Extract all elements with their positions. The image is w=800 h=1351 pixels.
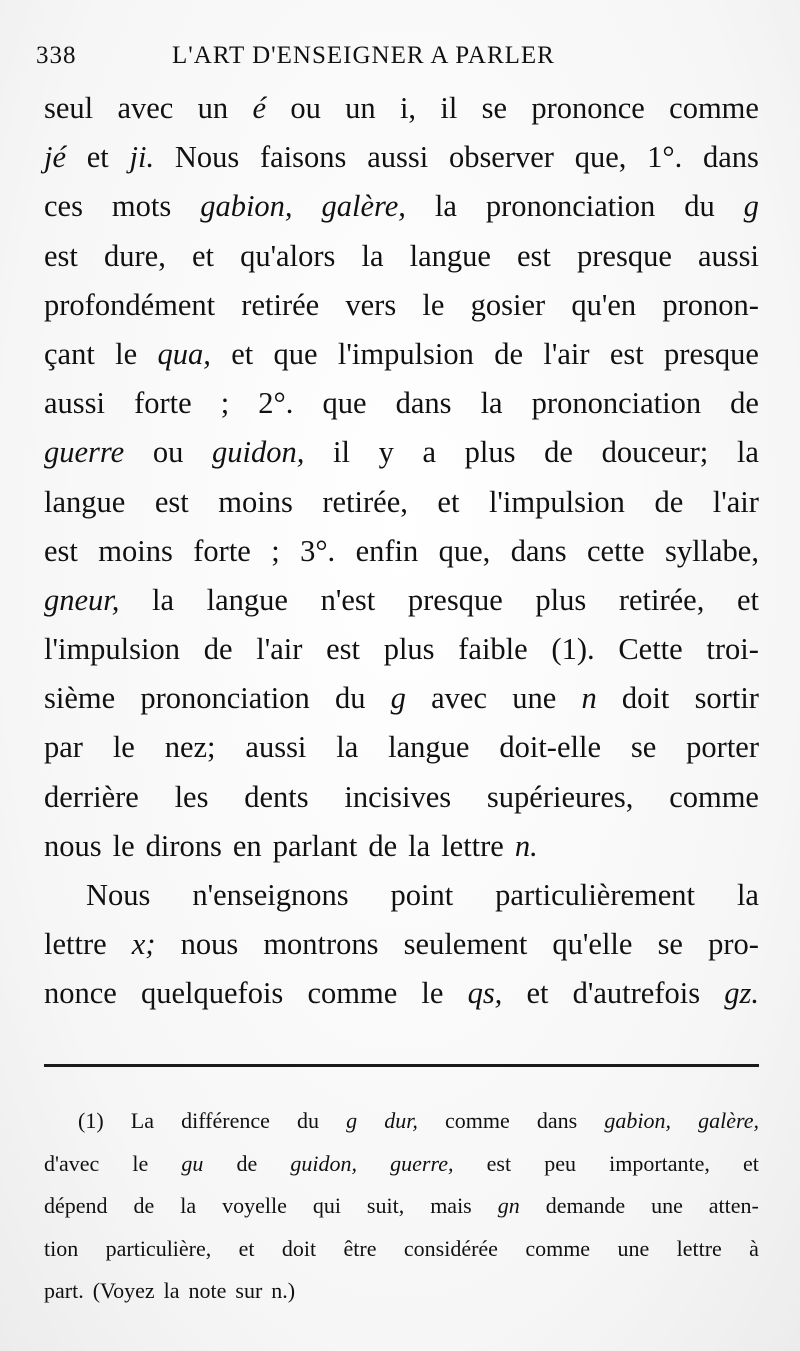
footnote-line: tion particulière, et doit être considérée comme une lettre à — [44, 1235, 759, 1261]
footnote-line: (1) La différence du g dur, comme dans gabion, galère, — [78, 1108, 759, 1133]
main-text — [44, 84, 759, 1019]
page-header — [36, 42, 756, 76]
text-line: seul avec un é ou un i, il se prononce comme — [44, 91, 759, 125]
footnote — [44, 1100, 759, 1313]
footnote-line: d'avec le gu de guidon, guerre, est peu importante, et — [44, 1150, 759, 1176]
text-line: ces mots gabion, galère, la prononciation du g — [44, 189, 759, 224]
text-line: est moins forte ; 3°. enfin que, dans cette syllabe, — [44, 533, 759, 568]
running-head: L'ART D'ENSEIGNER A PARLER — [172, 42, 555, 69]
text-line: aussi forte ; 2°. que dans la prononciation de — [44, 386, 759, 421]
text-line: çant le qua, et que l'impulsion de l'air est presque — [44, 336, 759, 371]
text-line: l'impulsion de l'air est plus faible (1). Cette troi- — [44, 632, 759, 667]
footnote-line: dépend de la voyelle qui suit, mais gn demande une atten- — [44, 1193, 759, 1218]
text-line: nous le dirons en parlant de la lettre n. — [44, 828, 538, 863]
text-line: jé et ji. Nous faisons aussi observer que, 1°. dans — [44, 140, 759, 175]
page-number: 338 — [36, 42, 77, 69]
footnote-rule — [44, 1064, 759, 1067]
text-line: par le nez; aussi la langue doit-elle se porter — [44, 730, 759, 765]
footnote-line: part. (Voyez la note sur n.) — [44, 1278, 296, 1303]
text-line: profondément retirée vers le gosier qu'en pronon- — [44, 287, 759, 322]
text-line: sième prononciation du g avec une n doit sortir — [44, 681, 759, 716]
text-line: guerre ou guidon, il y a plus de douceur; la — [44, 435, 759, 470]
text-line: derrière les dents incisives supérieures, comme — [44, 779, 759, 814]
text-line: nonce quelquefois comme le qs, et d'autrefois gz. — [44, 976, 759, 1011]
text-line: est dure, et qu'alors la langue est presque aussi — [44, 238, 759, 273]
text-line: gneur, la langue n'est presque plus retirée, et — [44, 582, 759, 617]
text-line: Nous n'enseignons point particulièrement la — [86, 878, 759, 912]
text-line: langue est moins retirée, et l'impulsion de l'air — [44, 484, 759, 519]
text-line: lettre x; nous montrons seulement qu'elle se pro- — [44, 927, 759, 962]
